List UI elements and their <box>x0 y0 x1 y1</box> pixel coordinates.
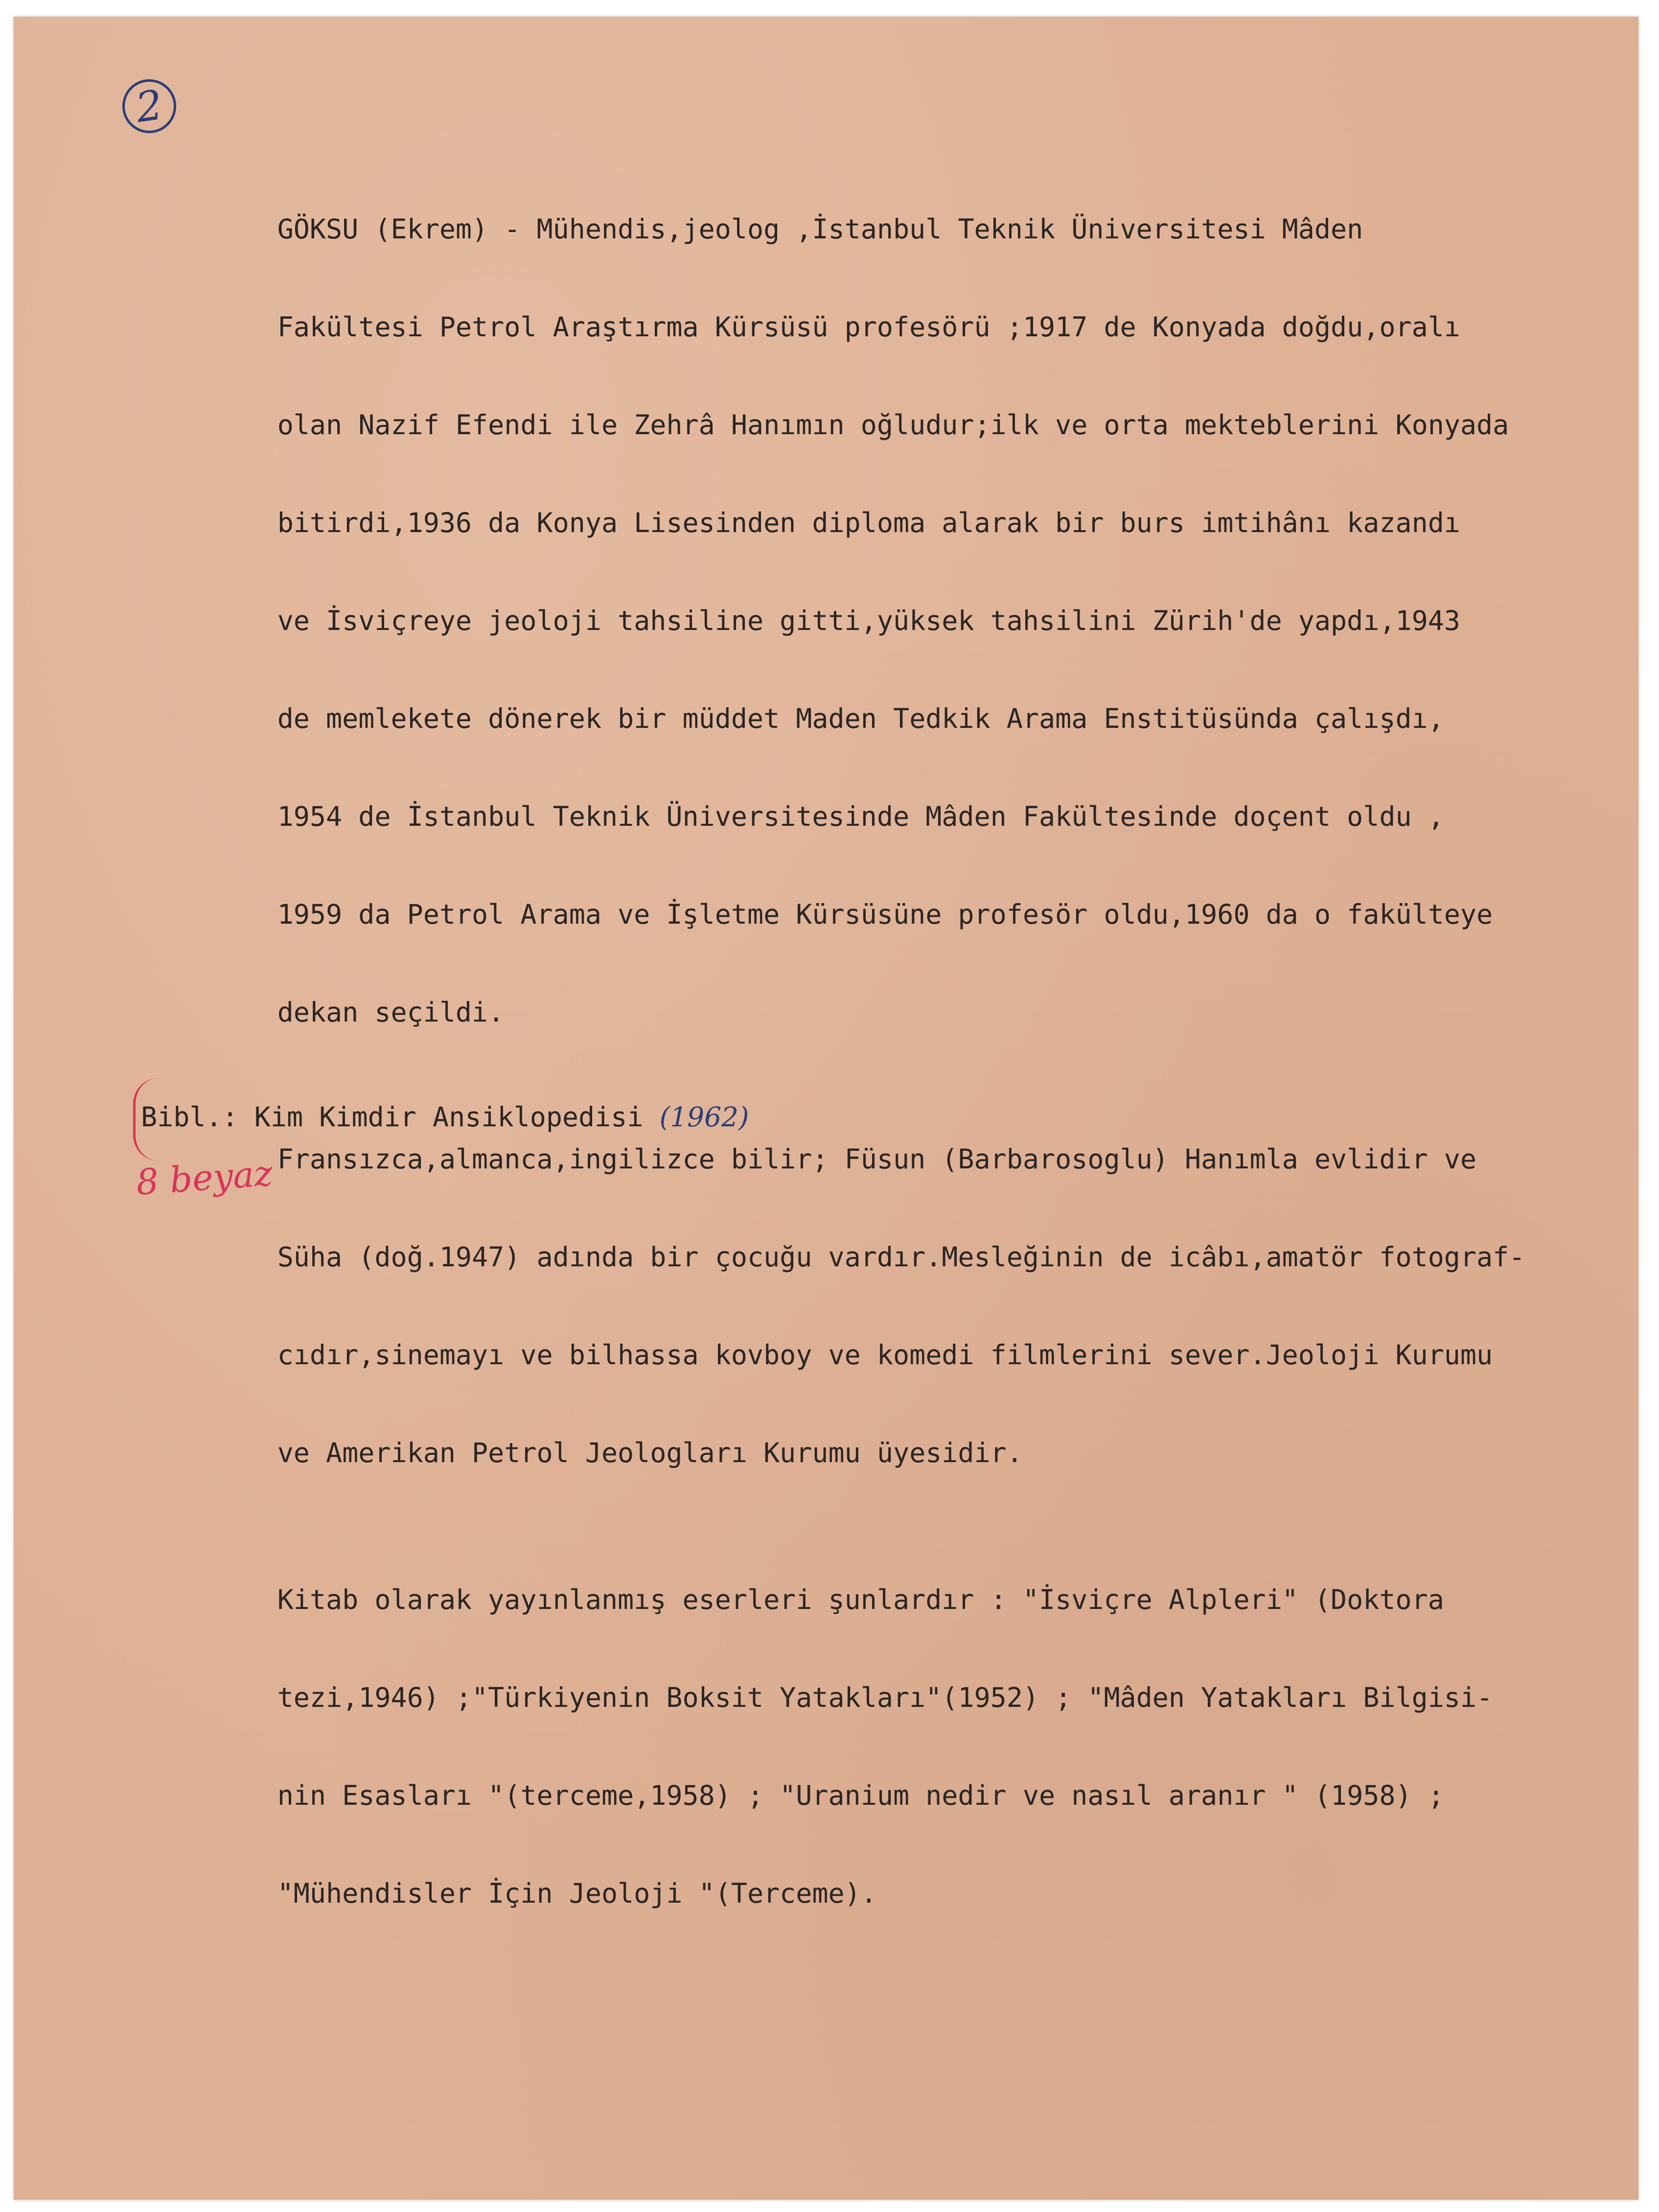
text-line: nin Esasları "(terceme,1958) ; "Uranium nedir ve nasıl aranır " (1958) ; <box>277 1780 1444 1811</box>
paragraph-3 <box>180 1526 1638 1967</box>
text-line: bitirdi,1936 da Konya Lisesinden diploma alarak bir burs imtihânı kazandı <box>277 507 1460 538</box>
document-page <box>14 17 1638 2200</box>
biography-text <box>180 156 1638 1967</box>
text-line: GÖKSU (Ekrem) - Mühendis,jeolog ,İstanbul Teknik Üniversitesi Mâden <box>277 213 1363 245</box>
bibliography-line <box>141 1093 749 1141</box>
bibliography-text: Bibl.: Kim Kimdir Ansiklopedisi <box>141 1101 644 1133</box>
text-line: ve İsviçreye jeoloji tahsiline gitti,yüksek tahsilini Zürih'de yapdı,1943 <box>277 605 1460 636</box>
text-line: tezi,1946) ;"Türkiyenin Boksit Yatakları"(1952) ; "Mâden Yatakları Bilgisi- <box>277 1682 1493 1713</box>
text-line: "Mühendisler İçin Jeoloji "(Terceme). <box>277 1878 877 1909</box>
text-line: de memlekete dönerek bir müddet Maden Tedkik Arama Enstitüsünda çalışdı, <box>277 703 1444 734</box>
text-line: 1954 de İstanbul Teknik Üniversitesinde Mâden Fakültesinde doçent oldu , <box>277 801 1444 832</box>
page-number: 2 <box>119 76 180 137</box>
text-line: Süha (doğ.1947) adında bir çocuğu vardır.Mesleğinin de icâbı,amatör fotograf- <box>277 1241 1525 1273</box>
paragraph-2 <box>180 1086 1638 1526</box>
text-line: olan Nazif Efendi ile Zehrâ Hanımın oğludur;ilk ve orta mekteblerini Konyada <box>277 409 1509 441</box>
text-line: Fakültesi Petrol Araştırma Kürsüsü profesörü ;1917 de Konyada doğdu,oralı <box>277 311 1460 343</box>
text-line: ve Amerikan Petrol Jeologları Kurumu üyesidir. <box>277 1437 1023 1468</box>
bibliography-year: (1962) <box>659 1101 749 1133</box>
text-line: dekan seçildi. <box>277 997 505 1028</box>
paragraph-1 <box>180 156 1638 1086</box>
text-line: Kitab olarak yayınlanmış eserleri şunlardır : "İsviçre Alpleri" (Doktora <box>277 1584 1444 1615</box>
margin-note: 8 beyaz <box>135 1152 274 1203</box>
text-line: cıdır,sinemayı ve bilhassa kovboy ve komedi filmlerini sever.Jeoloji Kurumu <box>277 1339 1493 1371</box>
text-line: Fransızca,almanca,ingilizce bilir; Füsun (Barbarosoglu) Hanımla evlidir ve <box>277 1143 1477 1175</box>
text-line: 1959 da Petrol Arama ve İşletme Kürsüsüne profesör oldu,1960 da o fakülteye <box>277 899 1493 930</box>
